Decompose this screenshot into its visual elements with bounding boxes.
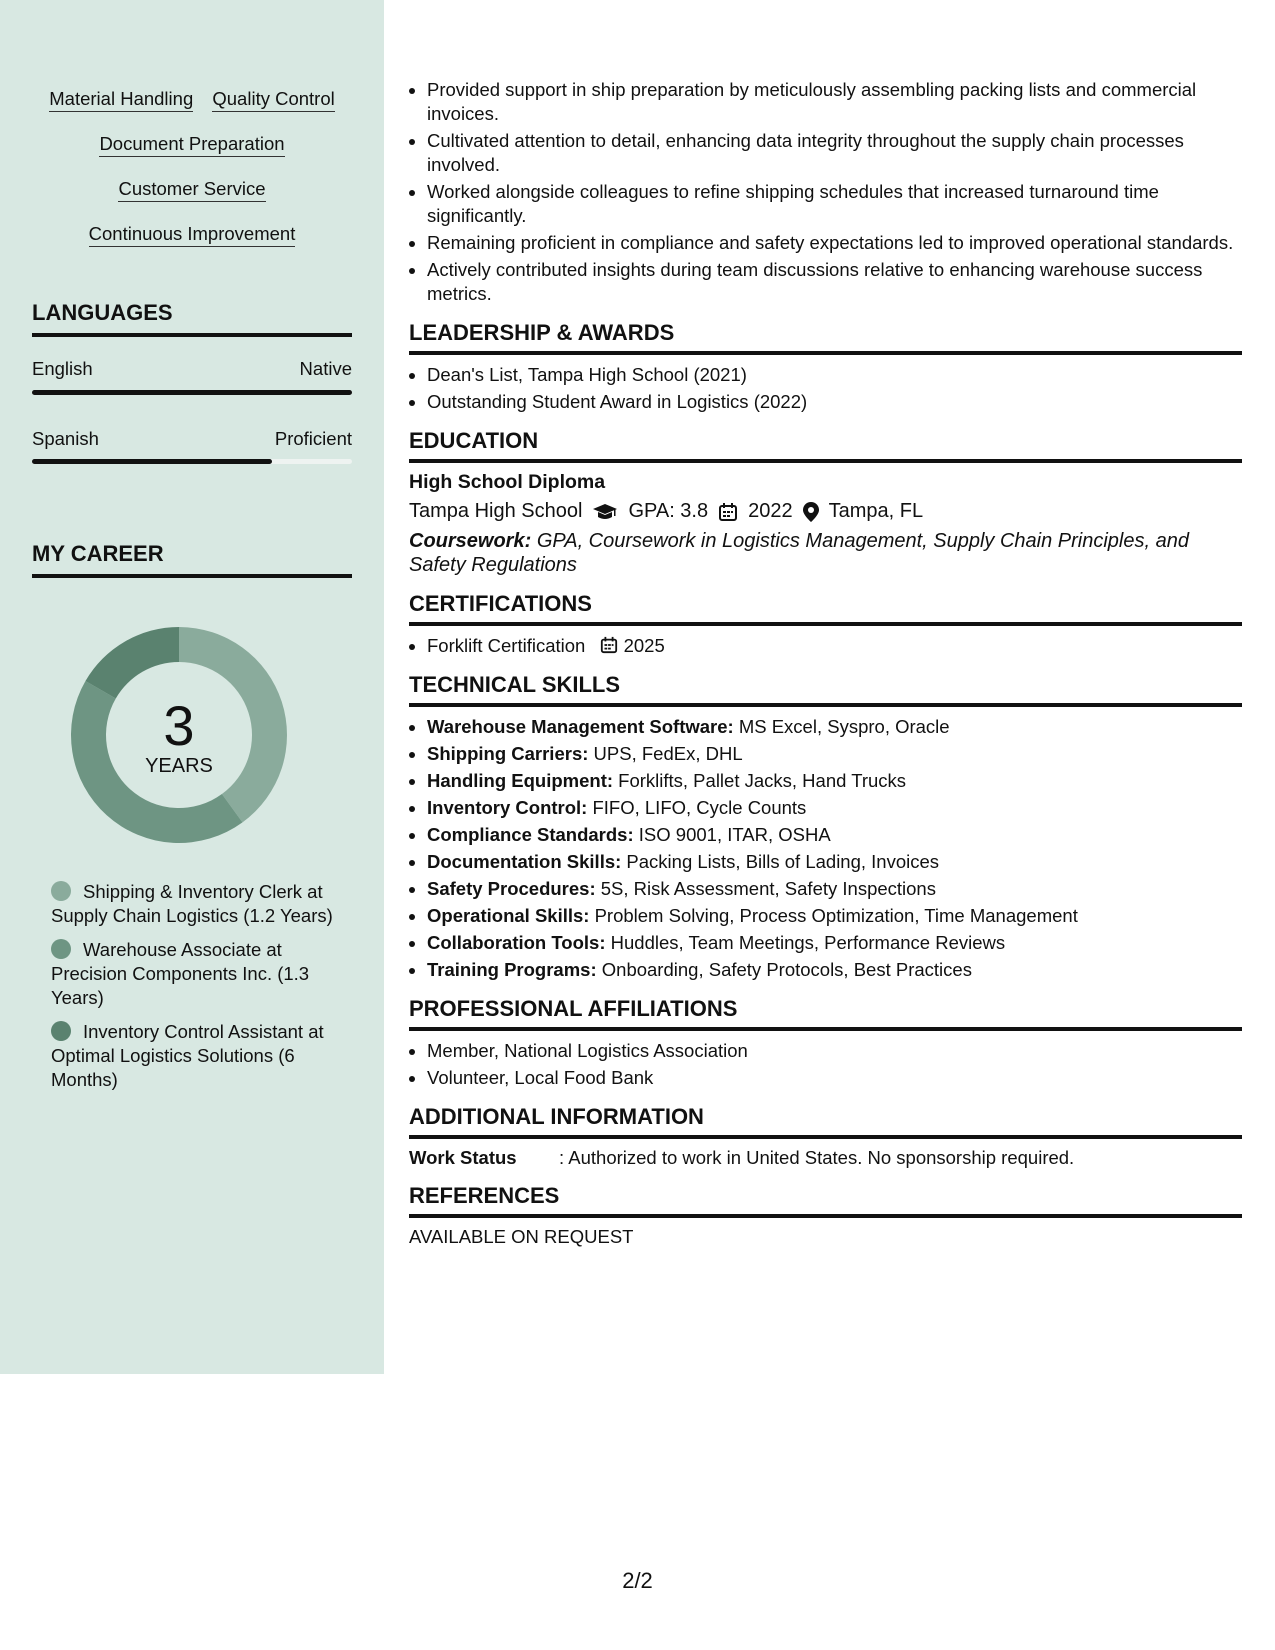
career-donut bbox=[64, 620, 294, 850]
location-pin-icon bbox=[803, 502, 819, 522]
technical-skill bbox=[427, 931, 1242, 955]
technical-skills-title: TECHNICAL SKILLS bbox=[409, 672, 1242, 707]
technical-skill bbox=[427, 715, 1242, 739]
skill-tag: Document Preparation bbox=[99, 133, 284, 157]
skill-value: 5S, Risk Assessment, Safety Inspections bbox=[600, 878, 936, 899]
leadership-item: • Dean's List, Tampa High School (2021) bbox=[427, 363, 1242, 387]
skill-value: UPS, FedEx, DHL bbox=[593, 743, 743, 764]
career-title: MY CAREER bbox=[32, 541, 352, 578]
skill-value: Huddles, Team Meetings, Performance Reviews bbox=[610, 932, 1006, 953]
donut-segment-0 bbox=[179, 627, 287, 822]
work-status-label: Work Status bbox=[409, 1147, 517, 1168]
technical-skill bbox=[427, 904, 1242, 928]
references-title: REFERENCES bbox=[409, 1183, 1242, 1218]
technical-skill bbox=[427, 769, 1242, 793]
career-entry: Inventory Control Assistant at Optimal Logistics Solutions (6 Months) bbox=[51, 1021, 324, 1090]
work-status-value: : Authorized to work in United States. No sponsorship required. bbox=[559, 1147, 1075, 1168]
education-meta bbox=[409, 500, 1242, 523]
language-bar-fill bbox=[32, 390, 352, 395]
experience-bullet: • Worked alongside colleagues to refine shipping schedules that increased turnaround time significantly. bbox=[427, 180, 1242, 228]
skill-label: Shipping Carriers: bbox=[427, 743, 589, 764]
page-number: 2/2 bbox=[622, 1568, 653, 1593]
skill-label: Operational Skills: bbox=[427, 905, 590, 926]
career-legend bbox=[51, 880, 341, 1102]
technical-skill bbox=[427, 877, 1242, 901]
career-entry: Warehouse Associate at Precision Components Inc. (1.3 Years) bbox=[51, 939, 310, 1008]
language-name: Spanish bbox=[32, 428, 99, 449]
technical-skill bbox=[427, 823, 1242, 847]
skill-tag: Customer Service bbox=[118, 178, 265, 202]
skill-label: Warehouse Management Software: bbox=[427, 716, 734, 737]
technical-skills-list bbox=[409, 715, 1242, 982]
technical-skill bbox=[427, 958, 1242, 982]
career-donut-chart bbox=[64, 620, 294, 850]
certification-year: 2025 bbox=[623, 635, 665, 656]
experience-bullet: • Remaining proficient in compliance and safety expectations led to improved operational standards. bbox=[427, 231, 1242, 255]
coursework bbox=[409, 529, 1242, 577]
skill-value: Forklifts, Pallet Jacks, Hand Trucks bbox=[618, 770, 907, 791]
skill-tag: Material Handling bbox=[49, 88, 193, 112]
certifications-title: CERTIFICATIONS bbox=[409, 591, 1242, 626]
coursework-text: GPA, Coursework in Logistics Management, Supply Chain Principles, and Safety Regulations bbox=[409, 530, 1189, 576]
experience-bullet: • Actively contributed insights during team discussions relative to enhancing warehouse success metrics. bbox=[427, 258, 1242, 306]
languages-title: LANGUAGES bbox=[32, 300, 352, 337]
technical-skill bbox=[427, 850, 1242, 874]
experience-bullet: • Cultivated attention to detail, enhancing data integrity throughout the supply chain processes involved. bbox=[427, 129, 1242, 177]
affiliation-item: • Volunteer, Local Food Bank bbox=[427, 1066, 1242, 1090]
references-text: AVAILABLE ON REQUEST bbox=[409, 1226, 634, 1247]
skill-label: Documentation Skills: bbox=[427, 851, 622, 872]
affiliations-title: PROFESSIONAL AFFILIATIONS bbox=[409, 996, 1242, 1031]
certification-name: Forklift Certification bbox=[427, 635, 586, 656]
skill-value: MS Excel, Syspro, Oracle bbox=[738, 716, 950, 737]
skill-value: ISO 9001, ITAR, OSHA bbox=[638, 824, 831, 845]
school-name: Tampa High School bbox=[409, 500, 583, 522]
work-status bbox=[409, 1147, 1242, 1169]
skills-list bbox=[0, 0, 384, 268]
career-total: 3 bbox=[163, 694, 195, 757]
language-name: English bbox=[32, 358, 93, 379]
leadership-list bbox=[409, 363, 1242, 414]
language-row bbox=[32, 358, 352, 380]
language-bar-fill bbox=[32, 459, 272, 464]
certification-item bbox=[427, 634, 1242, 658]
experience-bullets bbox=[409, 78, 1242, 306]
coursework-label: Coursework: bbox=[409, 530, 532, 552]
skill-label: Training Programs: bbox=[427, 959, 597, 980]
education-title: EDUCATION bbox=[409, 428, 1242, 463]
technical-skill bbox=[427, 742, 1242, 766]
skill-label: Collaboration Tools: bbox=[427, 932, 606, 953]
leadership-title: LEADERSHIP & AWARDS bbox=[409, 320, 1242, 355]
certifications-list bbox=[409, 634, 1242, 658]
career-unit: YEARS bbox=[145, 755, 213, 777]
skill-value: Packing Lists, Bills of Lading, Invoices bbox=[626, 851, 940, 872]
legend-dot bbox=[51, 939, 71, 959]
gpa: GPA: 3.8 bbox=[628, 500, 709, 522]
affiliation-item: • Member, National Logistics Association bbox=[427, 1039, 1242, 1063]
career-legend-item bbox=[51, 938, 341, 1010]
sidebar bbox=[0, 0, 384, 1374]
career-legend-item bbox=[51, 880, 341, 928]
career-legend-item bbox=[51, 1020, 341, 1092]
language-bar bbox=[32, 390, 352, 395]
language-bar bbox=[32, 459, 352, 464]
skill-tag: Continuous Improvement bbox=[89, 223, 296, 247]
calendar-icon bbox=[718, 502, 738, 522]
skill-value: FIFO, LIFO, Cycle Counts bbox=[592, 797, 807, 818]
calendar-icon bbox=[600, 636, 618, 654]
career-entry: Shipping & Inventory Clerk at Supply Chain Logistics (1.2 Years) bbox=[51, 881, 333, 926]
main-content bbox=[409, 78, 1242, 1248]
legend-dot bbox=[51, 1021, 71, 1041]
graduation-cap-icon bbox=[592, 503, 618, 521]
language-level: Proficient bbox=[274, 428, 352, 449]
skill-value: Onboarding, Safety Protocols, Best Practices bbox=[601, 959, 972, 980]
skill-label: Inventory Control: bbox=[427, 797, 588, 818]
technical-skill bbox=[427, 796, 1242, 820]
skill-label: Compliance Standards: bbox=[427, 824, 634, 845]
degree: High School Diploma bbox=[409, 471, 606, 493]
skill-label: Safety Procedures: bbox=[427, 878, 596, 899]
language-level: Native bbox=[299, 358, 352, 379]
experience-bullet: • Provided support in ship preparation by meticulously assembling packing lists and commercial invoices. bbox=[427, 78, 1242, 126]
affiliations-list bbox=[409, 1039, 1242, 1090]
graduation-year: 2022 bbox=[748, 500, 793, 522]
skill-value: Problem Solving, Process Optimization, Time Management bbox=[594, 905, 1078, 926]
additional-info-title: ADDITIONAL INFORMATION bbox=[409, 1104, 1242, 1139]
legend-dot bbox=[51, 881, 71, 901]
leadership-item: • Outstanding Student Award in Logistics (2022) bbox=[427, 390, 1242, 414]
language-row bbox=[32, 428, 352, 450]
skill-tag: Quality Control bbox=[212, 88, 334, 112]
school-location: Tampa, FL bbox=[828, 500, 924, 522]
donut-segment-2 bbox=[85, 627, 179, 699]
skill-label: Handling Equipment: bbox=[427, 770, 614, 791]
